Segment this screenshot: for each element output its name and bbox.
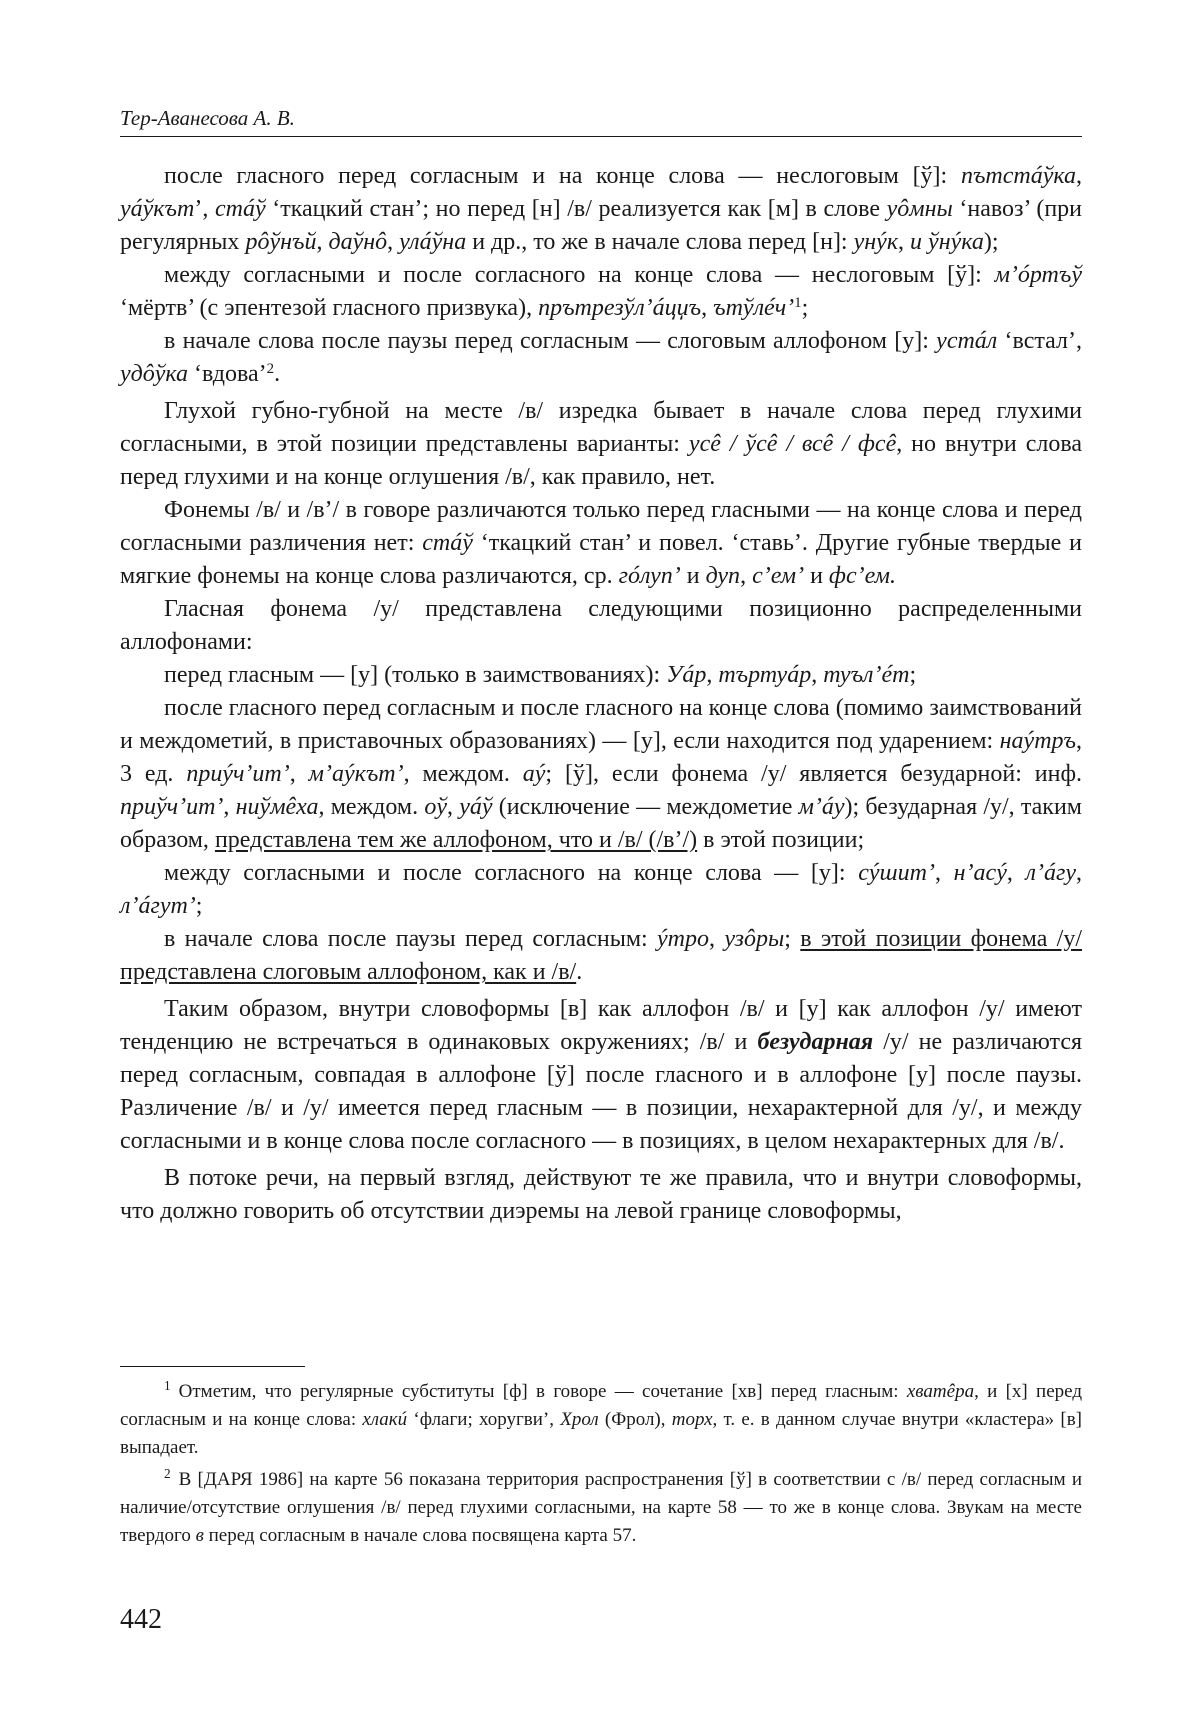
footnote-1: $^1$ Отметим, что регулярные субституты [ф] в говоре — сочетание [хв] перед гласным: хватêра, и [х] перед согласным и на конце слова: хлакú ‘флаги; хоругви’, Хрол (Фрол), торх, т. е. в данном случае внутри «кластера» [в] выпадает. (120, 1377, 1083, 1458)
paragraph-6: Гласная фонема /у/ представлена следующими позиционно распределенными аллофонами: (120, 596, 1082, 655)
paragraph-5: Фонемы /в/ и /в’/ в говоре различаются только перед гласными — на конце слова и перед согласными различения нет: стáў ‘ткацкий стан’ и повел. ‘ставь’. Другие губные твердые и мягкие фонемы на конце слова различаются, ср. гóлуп’ и дуп, с’ем’ и фс’ем. (120, 497, 1082, 589)
footnotes (120, 1378, 1082, 1554)
footnote-ref-1[interactable]: 1 (794, 294, 802, 311)
paragraph-8: после гласного перед согласным и после гласного на конце слова (помимо заимствований и междометий, в приставочных образованиях) — [у], если находится под ударением: наýтръ, 3 ед. приýч’ит’, м’аýкът’, междом. аý; [ў], если фонема /у/ является безударной: инф. приўч’ит’, ниўмêха, междом. оў, уáў (исключение — междометие м’áу); безударная /у/, таким образом, представлена тем же аллофоном, что и /в/ (/в’/) в этой позиции; (120, 695, 1083, 853)
header-rule (120, 136, 1082, 137)
paragraph-3: в начале слова после паузы перед согласным — слоговым аллофоном [у]: устáл ‘встал’, удôўка ‘вдова’$^2$. (120, 328, 1082, 387)
running-head: Тер-Аванесова А. В. (120, 106, 295, 130)
page-number: 442 (120, 1604, 162, 1635)
body-text (120, 160, 1082, 1228)
paragraph-7: перед гласным — [у] (только в заимствованиях): Уáр, търтуáр, туъл’éт; (164, 662, 917, 688)
paragraph-11: Таким образом, внутри словоформы [в] как аллофон /в/ и [у] как аллофон /у/ имеют тенденцию не встречаться в одинаковых окружениях; /в/ и безударная /у/ не различаются перед согласным, совпадая в аллофоне [ў] после гласного и в аллофоне [у] после паузы. Различение /в/ и /у/ имеется перед гласным — в позиции, нехарактерной для /у/, и между согласными и в конце слова после согласного — в позициях, в целом нехарактерных для /в/. (120, 996, 1083, 1154)
paragraph-2: между согласными и после согласного на конце слова — неслоговым [ў]: м’óртъў ‘мёртв’ (с эпентезой гласного призвука), прътрезўл’áцџъ, ътўлéч’$^1$; (120, 262, 1082, 321)
paragraph-12: В потоке речи, на первый взгляд, действуют те же правила, что и внутри словоформы, что должно говорить об отсутствии диэремы на левой границе словоформы, (120, 1165, 1082, 1224)
footnote-ref-2[interactable]: 2 (266, 360, 275, 377)
underlined-phrase: представлена тем же аллофоном, что и /в/ (/в’/) (214, 827, 698, 853)
paragraph-1: после гласного перед согласным и на конце слова — неслоговым [ў]: пътстáўка, уáўкът’, стáў ‘ткацкий стан’; но перед [н] /в/ реализуется как [м] в слове уôмны ‘навоз’ (при регулярных рôўнъй, даўнô, улáўна и др., то же в начале слова перед [н]: унýк, и ўнýка); (120, 163, 1083, 255)
paragraph-9: между согласными и после согласного на конце слова — [у]: сýшит’, н’асý, л’áгу, л’áгут’; (120, 860, 1083, 919)
footnote-rule (120, 1366, 305, 1367)
paragraph-10: в начале слова после паузы перед согласным: ýтро, узôры; в этой позиции фонема /у/ представлена слоговым аллофоном, как и /в/. (120, 926, 1083, 985)
footnote-2: $^2$ В [ДАРЯ 1986] на карте 56 показана территория распространения [ў] в соответствии с /в/ перед согласным и наличие/отсутствие оглушения /в/ перед глухими согласными, на карте 58 — то же в конце слова. Звукам на месте твердого в перед согласным в начале слова посвящена карта 57. (120, 1465, 1082, 1546)
underlined-phrase: в этой позиции фонема /у/ представлена слоговым аллофоном, как и /в/ (120, 926, 1083, 985)
paragraph-4: Глухой губно-губной на месте /в/ изредка бывает в начале слова перед глухими согласными, в этой позиции представлены варианты: усê / ўсê / всê / фсê, но внутри слова перед глухими и на конце оглушения /в/, как правило, нет. (120, 398, 1082, 490)
